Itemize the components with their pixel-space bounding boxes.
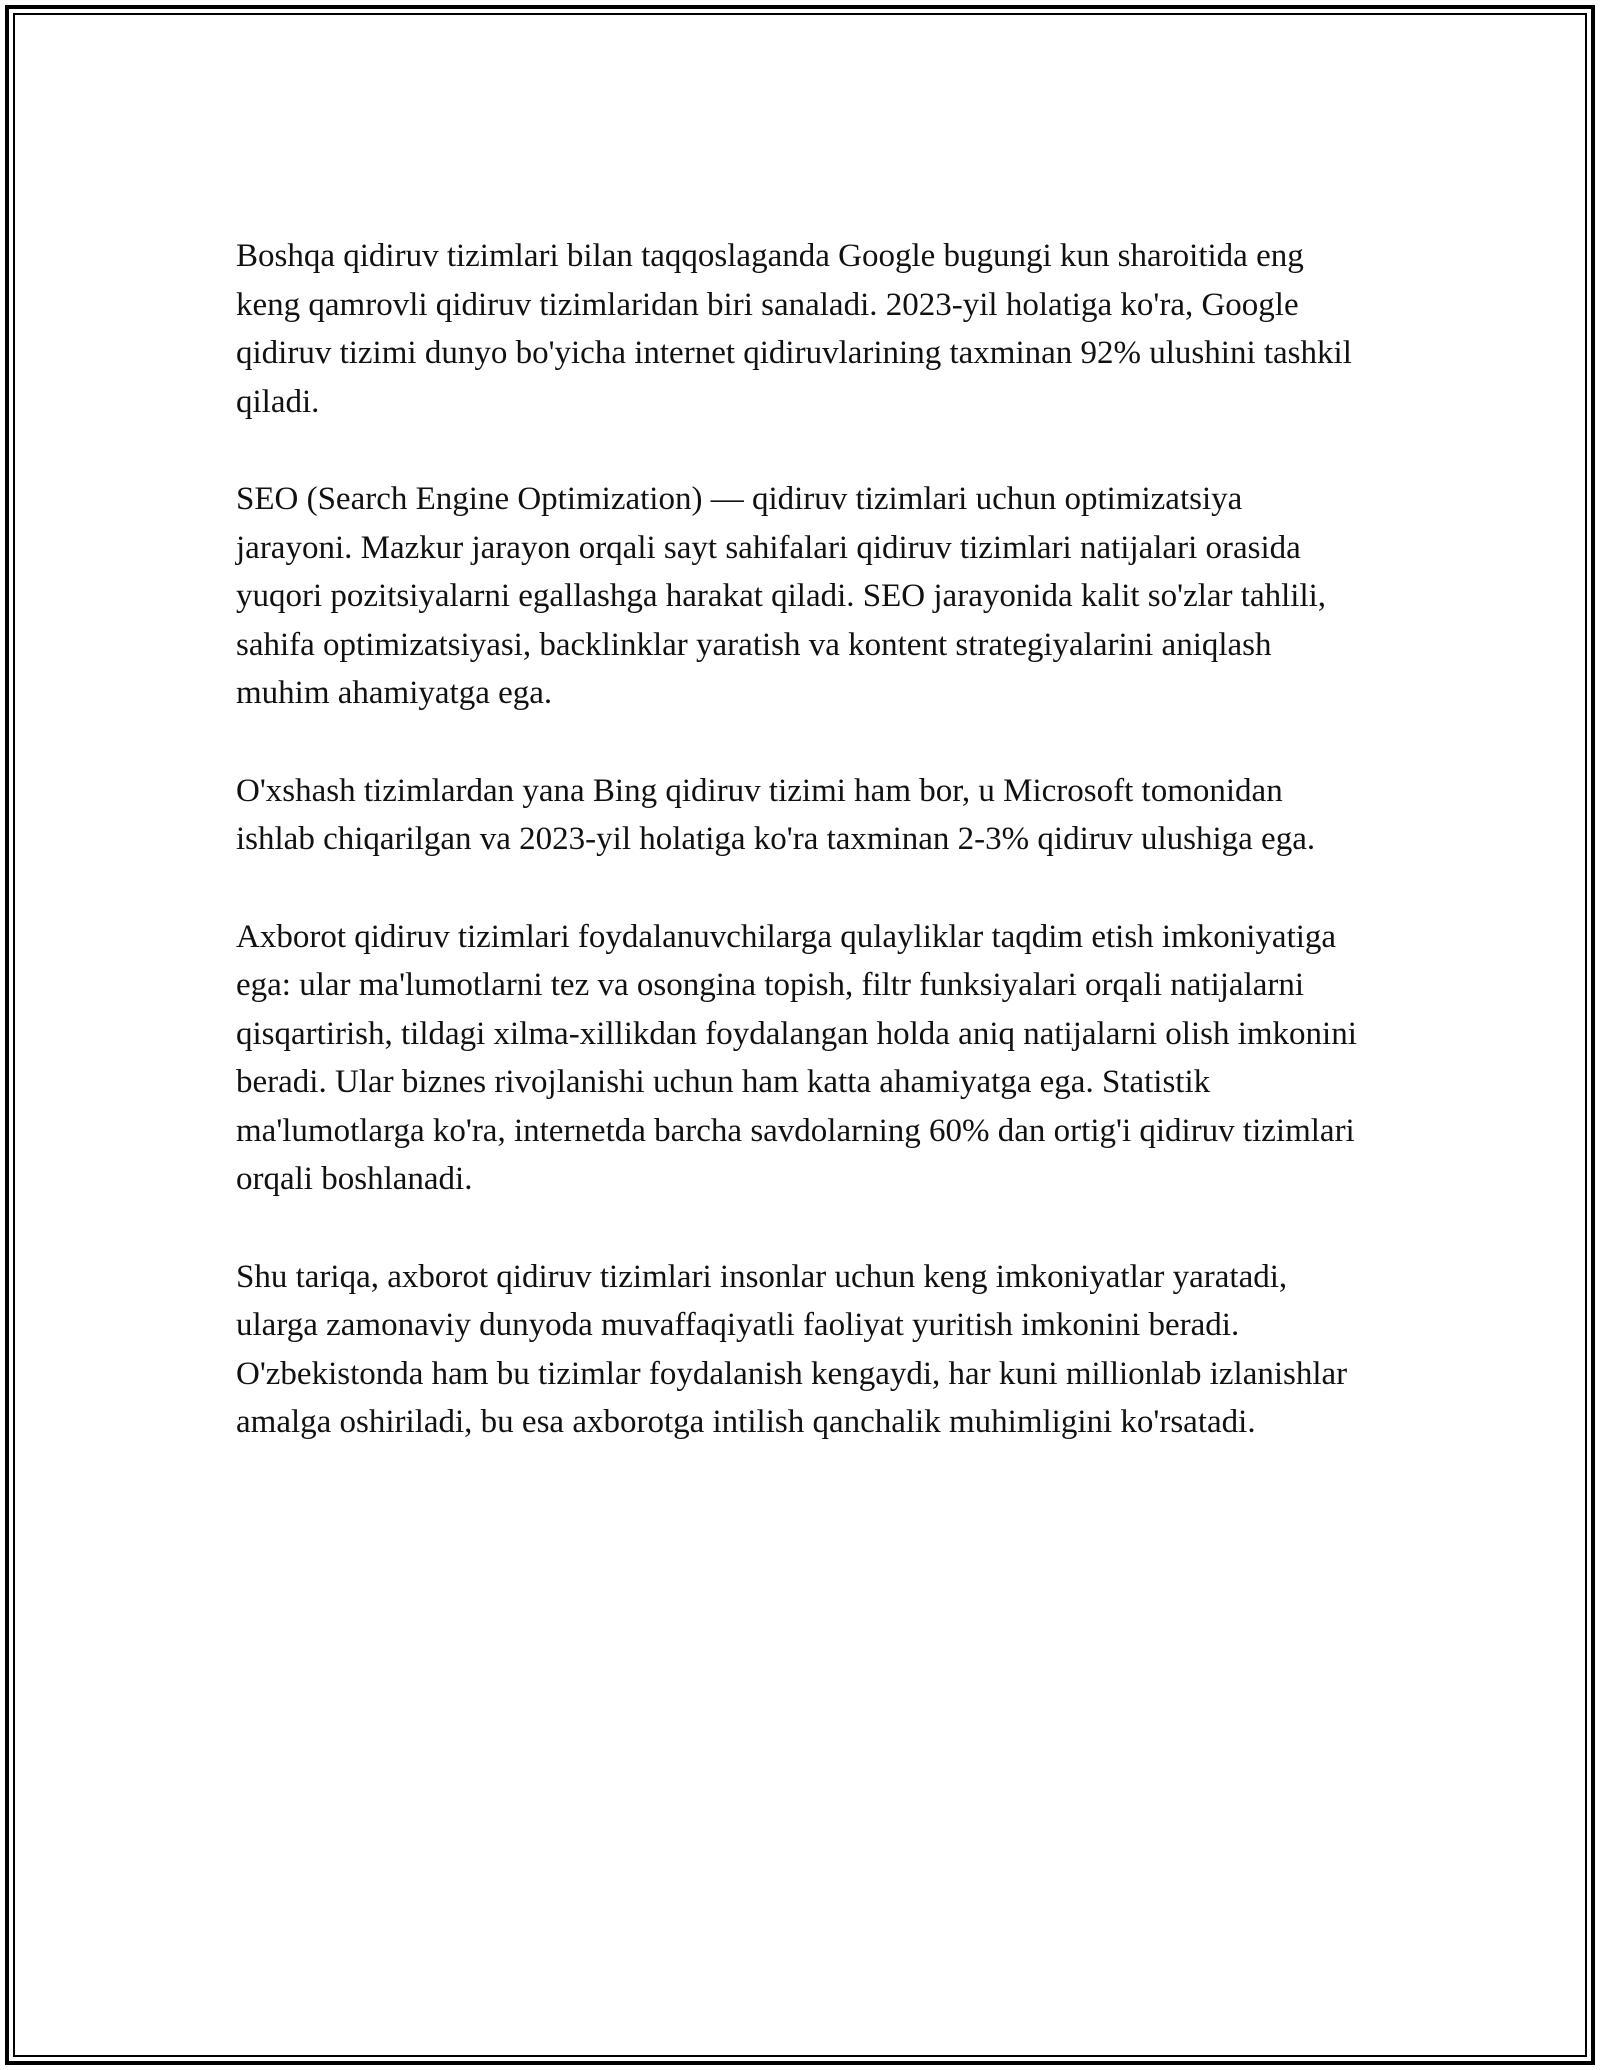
paragraph-conclusion: Shu tariqa, axborot qidiruv tizimlari insonlar uchun keng imkoniyatlar yaratadi, ularga zamonaviy dunyoda muvaffaqiyatli faoliyat yuritish imkonini beradi. O'zbekistonda ham bu tizimlar foydalanish kengaydi, har kuni millionlab izlanishlar amalga oshiriladi, bu esa axborotga intilish qanchalik muhimligini ko'rsatadi. [236, 1258, 1348, 1440]
paragraph-search-benefits: Axborot qidiruv tizimlari foydalanuvchilarga qulayliklar taqdim etish imkoniyatiga ega: ular ma'lumotlarni tez va osongina topish, filtr funksiyalari orqali natijalarni qisqartirish, tildagi xilma-xillikdan foydalangan holda aniq natijalarni olish imkonini beradi. Ular biznes rivojlanishi uchun ham katta ahamiyatga ega. Statistik ma'lumotlarga ko'ra, internetda barcha savdolarning 60% dan ortig'i qidiruv tizimlari orqali boshlanadi. [236, 918, 1357, 1197]
document-body [236, 232, 1366, 1496]
paragraph-bing: O'xshash tizimlardan yana Bing qidiruv tizimi ham bor, u Microsoft tomonidan ishlab chiqarilgan va 2023-yil holatiga ko'ra taxminan 2-3% qidiruv ulushiga ega. [236, 772, 1316, 857]
paragraph-google-share: Boshqa qidiruv tizimlari bilan taqqoslaganda Google bugungi kun sharoitida eng keng qamrovli qidiruv tizimlaridan biri sanaladi. 2023-yil holatiga ko'ra, Google qidiruv tizimi dunyo bo'yicha internet qidiruvlarining taxminan 92% ulushini tashkil qiladi. [236, 238, 1352, 420]
paragraph-seo: SEO (Search Engine Optimization) — qidiruv tizimlari uchun optimizatsiya jarayoni. Mazkur jarayon orqali sayt sahifalari qidiruv tizimlari natijalari orasida yuqori pozitsiyalarni egallashga harakat qiladi. SEO jarayonida kalit so'zlar tahlili, sahifa optimizatsiyasi, backlinklar yaratish va kontent strategiyalarini aniqlash muhim ahamiyatga ega. [236, 481, 1327, 711]
